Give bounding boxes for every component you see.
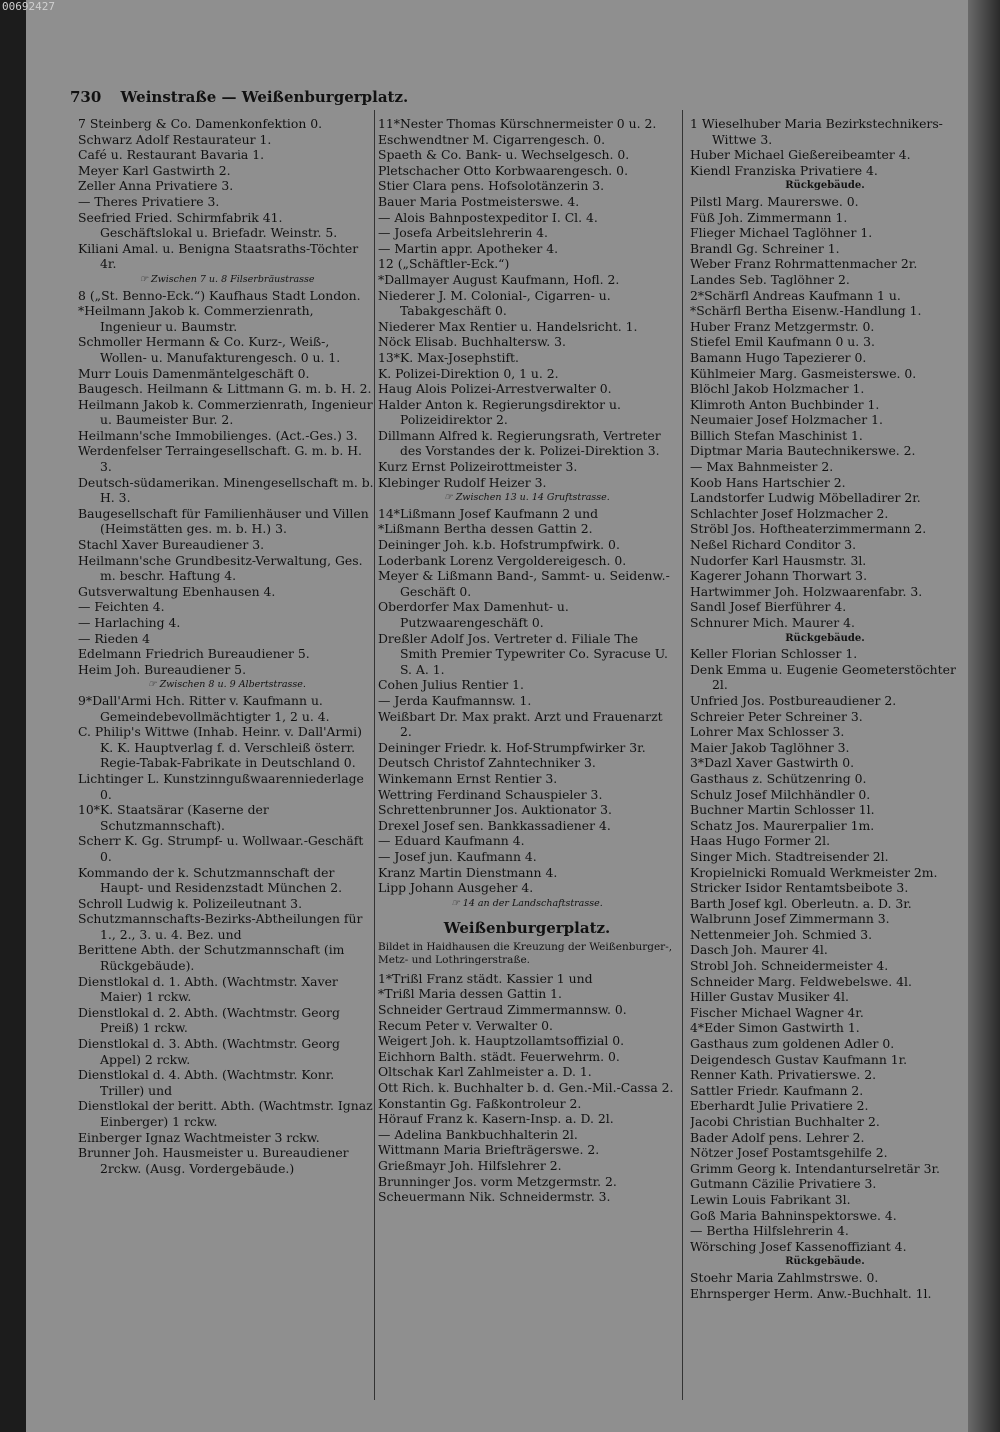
directory-entry: Grießmayr Joh. Hilfslehrer 2. <box>378 1158 562 1173</box>
directory-entry: Koob Hans Hartschier 2. <box>690 474 846 490</box>
directory-entry: Haug Alois Polizei-Arrestverwalter 0. <box>378 381 612 397</box>
directory-entry: Nudorfer Karl Hausmstr. 3l. <box>690 552 867 568</box>
directory-entry: Renner Kath. Privatierswe. 2. <box>690 1067 877 1083</box>
column-1 <box>78 116 376 1176</box>
directory-entry: Oltschak Karl Zahlmeister a. D. 1. <box>378 1064 592 1080</box>
subheading: Rückgebäude. <box>785 180 865 192</box>
directory-entry: Schutzmannschafts-Bezirks-Abtheilungen für 1., 2., 3. u. 4. Bez. und <box>78 911 363 942</box>
directory-entry: Werdenfelser Terraingesellschaft. G. m. b. H. 3. <box>78 443 362 475</box>
directory-entry: Schatz Jos. Maurerpalier 1m. <box>690 817 875 833</box>
directory-entry: 7 Steinberg & Co. Damenkonfektion 0. <box>78 116 323 131</box>
directory-entry: — Martin appr. Apotheker 4. <box>378 240 559 256</box>
directory-entry: — Feichten 4. <box>78 599 165 615</box>
directory-entry: — Josef jun. Kaufmann 4. <box>378 848 537 864</box>
section-entries <box>378 971 676 1205</box>
directory-entry: Schmoller Hermann & Co. Kurz-, Weiß-, Wollen- u. Manufakturengesch. 0 u. 1. <box>78 334 341 365</box>
directory-entry: Weigert Joh. k. Hauptzollamtsoffizial 0. <box>378 1033 625 1049</box>
directory-entry: 4*Eder Simon Gastwirth 1. <box>690 1020 860 1036</box>
directory-entry: Walbrunn Josef Zimmermann 3. <box>690 911 890 927</box>
directory-entry: Kurz Ernst Polizeirottmeister 3. <box>378 459 578 475</box>
directory-entry: Schwarz Adolf Restaurateur 1. <box>78 131 272 147</box>
column-2 <box>378 116 676 1205</box>
directory-entry: Meyer & Lißmann Band-, Sammt- u. Seidenw.-Geschäft 0. <box>378 568 670 599</box>
directory-entry: Scheuermann Nik. Schneidermstr. 3. <box>378 1189 611 1205</box>
directory-entry: Schnurer Mich. Maurer 4. <box>690 615 855 630</box>
directory-entry: Lewin Louis Fabrikant 3l. <box>690 1191 851 1207</box>
directory-entry: Deutsch Christof Zahntechniker 3. <box>378 755 596 771</box>
directory-entry: Dasch Joh. Maurer 4l. <box>690 942 828 958</box>
directory-entry: Billich Stefan Maschinist 1. <box>690 427 863 443</box>
directory-entry: Klimroth Anton Buchbinder 1. <box>690 396 880 412</box>
directory-entry: Kagerer Johann Thorwart 3. <box>690 568 868 584</box>
directory-entry: Schneider Gertraud Zimmermannsw. 0. <box>378 1002 627 1018</box>
directory-entry: Konstantin Gg. Faßkontroleur 2. <box>378 1095 582 1111</box>
directory-entry: Murr Louis Damenmäntelgeschäft 0. <box>78 365 310 381</box>
directory-entry: Neumaier Josef Holzmacher 1. <box>690 412 883 428</box>
directory-entry: Keller Florian Schlosser 1. <box>690 646 858 662</box>
directory-entry: Bauer Maria Postmeisterswe. 4. <box>378 193 580 209</box>
page-title: Weinstraße — Weißenburgerplatz. <box>120 88 409 106</box>
directory-entry: 10*K. Staatsärar (Kaserne der Schutzmannschaft). <box>78 802 269 833</box>
directory-entry: Hartwimmer Joh. Holzwaarenfabr. 3. <box>690 583 923 599</box>
directory-entry: Lichtinger L. Kunstzinngußwaarenniederlage 0. <box>78 770 364 802</box>
directory-entry: — Harlaching 4. <box>78 615 181 630</box>
directory-entry: Stiefel Emil Kaufmann 0 u. 3. <box>690 334 875 350</box>
directory-entry: Deininger Friedr. k. Hof-Strumpfwirker 3r. <box>378 739 646 755</box>
street-note: ☞ Zwischen 13 u. 14 Gruftstrasse. <box>444 492 610 504</box>
directory-entry: Stachl Xaver Bureaudiener 3. <box>78 537 265 553</box>
directory-entry: Winkemann Ernst Rentier 3. <box>378 770 558 786</box>
directory-entry: 2*Schärfl Andreas Kaufmann 1 u. <box>690 287 901 303</box>
directory-entry: — Eduard Kaufmann 4. <box>378 833 525 849</box>
directory-entry: Haas Hugo Former 2l. <box>690 833 831 849</box>
directory-entry: Füß Joh. Zimmermann 1. <box>690 209 848 225</box>
directory-entry: Dreßler Adolf Jos. Vertreter d. Filiale The Smith Premier Typewriter Co. Syracuse U. S. A. 1. <box>378 630 668 677</box>
directory-entry: *Lißmann Bertha dessen Gattin 2. <box>378 521 593 537</box>
scan-left-edge <box>0 0 26 1432</box>
directory-entry: Pletschacher Otto Korbwaarengesch. 0. <box>378 162 629 178</box>
directory-entry: Deininger Joh. k.b. Hofstrumpfwirk. 0. <box>378 537 620 553</box>
directory-entry: Spaeth & Co. Bank- u. Wechselgesch. 0. <box>378 147 630 163</box>
directory-entry: Eichhorn Balth. städt. Feuerwehrm. 0. <box>378 1048 620 1064</box>
directory-entry: Zeller Anna Privatiere 3. <box>78 178 234 194</box>
directory-entry: Bader Adolf pens. Lehrer 2. <box>690 1129 865 1145</box>
directory-entry: Schneider Marg. Feldwebelswe. 4l. <box>690 973 912 989</box>
directory-entry: Neßel Richard Conditor 3. <box>690 537 857 553</box>
directory-entry: Singer Mich. Stadtreisender 2l. <box>690 848 889 864</box>
directory-entry: — Adelina Bankbuchhalterin 2l. <box>378 1126 578 1142</box>
section-intro: Bildet in Haidhausen die Kreuzung der Weißenburger-, Metz- und Lothringerstraße. <box>378 940 673 966</box>
directory-entry: Goß Maria Bahninspektorswe. 4. <box>690 1207 897 1223</box>
directory-entry: Stoehr Maria Zahlmstrswe. 0. <box>690 1269 879 1285</box>
directory-entry: Ehrnsperger Herm. Anw.-Buchhalt. 1l. <box>690 1285 932 1301</box>
directory-entry: Brunner Joh. Hausmeister u. Bureaudiener 2rckw. (Ausg. Vordergebäude.) <box>78 1145 349 1176</box>
directory-entry: — Max Bahnmeister 2. <box>690 459 834 475</box>
directory-entry: — Bertha Hilfslehrerin 4. <box>690 1223 849 1239</box>
directory-entry: 1*Trißl Franz städt. Kassier 1 und <box>378 970 593 986</box>
directory-entry: *Schärfl Bertha Eisenw.-Handlung 1. <box>690 303 922 319</box>
directory-entry: Eberhardt Julie Privatiere 2. <box>690 1098 869 1114</box>
directory-entry: Sattler Friedr. Kaufmann 2. <box>690 1082 864 1098</box>
directory-entry: — Alois Bahnpostexpeditor I. Cl. 4. <box>378 209 598 225</box>
directory-entry: C. Philip's Wittwe (Inhab. Heinr. v. Dall'Armi) K. K. Hauptverlag f. d. Verschleiß österr. Regie-Tabak-Fabrikate in Deutschland 0. <box>78 724 362 771</box>
directory-entry: Gutsverwaltung Ebenhausen 4. <box>78 583 276 599</box>
directory-entry: Halder Anton k. Regierungsdirektor u. Polizeidirektor 2. <box>378 396 621 428</box>
directory-entry: Stricker Isidor Rentamtsbeibote 3. <box>690 880 909 896</box>
directory-entry: Weißbart Dr. Max prakt. Arzt und Frauenarzt 2. <box>378 708 663 740</box>
directory-entry: *Heilmann Jakob k. Commerzienrath, Ingenieur u. Baumstr. <box>78 303 314 334</box>
directory-entry: Heim Joh. Bureaudiener 5. <box>78 661 247 677</box>
directory-entry: Gasthaus zum goldenen Adler 0. <box>690 1036 895 1052</box>
directory-entry: Recum Peter v. Verwalter 0. <box>378 1017 553 1033</box>
directory-entry: Schreier Peter Schreiner 3. <box>690 708 863 724</box>
directory-entry: Dienstlokal der beritt. Abth. (Wachtmstr. Ignaz Einberger) 1 rckw. <box>78 1098 373 1129</box>
directory-entry: Eschwendtner M. Cigarrengesch. 0. <box>378 131 606 147</box>
directory-entry: — Jerda Kaufmannsw. 1. <box>378 692 532 708</box>
street-note: ☞ Zwischen 7 u. 8 Filserbräustrasse <box>139 273 315 285</box>
directory-entry: 12 („Schäftler-Eck.“) <box>378 256 510 272</box>
directory-entry: Ott Rich. k. Buchhalter b. d. Gen.-Mil.-Cassa 2. <box>378 1080 674 1096</box>
directory-entry: Oberdorfer Max Damenhut- u. Putzwaarengeschäft 0. <box>378 599 569 630</box>
directory-entry: Gutmann Cäzilie Privatiere 3. <box>690 1176 877 1192</box>
street-note: ☞ Zwischen 8 u. 9 Albertstrasse. <box>148 679 306 691</box>
directory-entry: 14*Lißmann Josef Kaufmann 2 und <box>378 505 599 521</box>
directory-entry: Schrettenbrunner Jos. Auktionator 3. <box>378 802 612 818</box>
directory-entry: Schroll Ludwig k. Polizeileutnant 3. <box>78 895 303 911</box>
directory-entry: Café u. Restaurant Bavaria 1. <box>78 147 265 163</box>
directory-entry: Einberger Ignaz Wachtmeister 3 rckw. <box>78 1129 320 1145</box>
directory-entry: Sandl Josef Bierführer 4. <box>690 599 847 615</box>
page-number: 730 <box>70 88 102 106</box>
directory-entry: 3*Dazl Xaver Gastwirth 0. <box>690 755 855 771</box>
directory-entry: Grimm Georg k. Intendanturselretär 3r. <box>690 1160 940 1176</box>
directory-entry: Strobl Joh. Schneidermeister 4. <box>690 958 889 974</box>
directory-entry: — Rieden 4 <box>78 630 151 646</box>
subheading: Rückgebäude. <box>785 1256 865 1268</box>
directory-entry: Niederer J. M. Colonial-, Cigarren- u. Tabakgeschäft 0. <box>378 287 611 319</box>
directory-entry: Lohrer Max Schlosser 3. <box>690 724 845 740</box>
directory-entry: Seefried Fried. Schirmfabrik 41. Geschäftslokal u. Briefadr. Weinstr. 5. <box>78 209 338 241</box>
directory-entry: Weber Franz Rohrmattenmacher 2r. <box>690 256 918 272</box>
directory-entry: Buchner Martin Schlosser 1l. <box>690 802 875 818</box>
directory-entry: Heilmann'sche Immobilienges. (Act.-Ges.) 3. <box>78 427 358 443</box>
directory-entry: Maier Jakob Taglöhner 3. <box>690 739 850 755</box>
directory-entry: Kommando der k. Schutzmannschaft der Haupt- und Residenzstadt München 2. <box>78 864 343 896</box>
directory-entry: Loderbank Lorenz Vergoldereigesch. 0. <box>378 552 627 568</box>
directory-entry: Niederer Max Rentier u. Handelsricht. 1. <box>378 318 638 334</box>
directory-entry: Deutsch-südamerikan. Minengesellschaft m. b. H. 3. <box>78 474 374 506</box>
directory-entry: Barth Josef kgl. Oberleutn. a. D. 3r. <box>690 895 912 911</box>
directory-entry: Wittmann Maria Briefträgerswe. 2. <box>378 1142 600 1158</box>
directory-entry: Huber Franz Metzgermstr. 0. <box>690 318 875 334</box>
directory-entry: 9*Dall'Armi Hch. Ritter v. Kaufmann u. Gemeindebevollmächtigter 1, 2 u. 4. <box>78 692 330 724</box>
directory-entry: 1 Wieselhuber Maria Bezirkstechnikers-Wittwe 3. <box>690 116 943 147</box>
directory-entry: Kiliani Amal. u. Benigna Staatsraths-Töchter 4r. <box>78 240 359 272</box>
section-title: Weißenburgerplatz. <box>443 919 611 938</box>
directory-entry: Kiendl Franziska Privatiere 4. <box>690 162 878 178</box>
directory-entry: Schulz Josef Milchhändler 0. <box>690 786 871 802</box>
directory-entry: Stier Clara pens. Hofsolotänzerin 3. <box>378 178 605 194</box>
directory-entry: Nöck Elisab. Buchhaltersw. 3. <box>378 334 566 350</box>
directory-entry: Baugesch. Heilmann & Littmann G. m. b. H. 2. <box>78 381 372 397</box>
directory-entry: 13*K. Max-Josephstift. <box>378 349 519 365</box>
directory-entry: Dienstlokal d. 3. Abth. (Wachtmstr. Georg Appel) 2 rckw. <box>78 1036 340 1067</box>
directory-entry: — Josefa Arbeitslehrerin 4. <box>378 225 548 241</box>
directory-entry: Dienstlokal d. 1. Abth. (Wachtmstr. Xaver Maier) 1 rckw. <box>78 973 338 1005</box>
directory-entry: Hiller Gustav Musiker 4l. <box>690 989 849 1005</box>
column-divider <box>682 110 683 1400</box>
directory-entry: — Theres Privatiere 3. <box>78 193 220 209</box>
directory-entry: Deigendesch Gustav Kaufmann 1r. <box>690 1051 908 1067</box>
page-header <box>70 88 408 106</box>
column-3 <box>690 116 960 1301</box>
directory-entry: Pilstl Marg. Maurerswe. 0. <box>690 193 859 209</box>
directory-entry: Dienstlokal d. 4. Abth. (Wachtmstr. Konr. Triller) und <box>78 1067 335 1098</box>
directory-entry: Fischer Michael Wagner 4r. <box>690 1004 864 1020</box>
directory-entry: Denk Emma u. Eugenie Geometerstöchter 2l. <box>690 661 956 693</box>
directory-entry: Lipp Johann Ausgeher 4. <box>378 880 534 896</box>
directory-entry: Landes Seb. Taglöhner 2. <box>690 271 850 287</box>
directory-entry: K. Polizei-Direktion 0, 1 u. 2. <box>378 365 559 381</box>
directory-entry: 8 („St. Benno-Eck.“) Kaufhaus Stadt London. <box>78 287 361 303</box>
directory-entry: Brandl Gg. Schreiner 1. <box>690 240 840 256</box>
directory-entry: 11*Nester Thomas Kürschnermeister 0 u. 2. <box>378 116 657 131</box>
directory-entry: Wörsching Josef Kassenoffiziant 4. <box>690 1238 907 1254</box>
directory-entry: Flieger Michael Taglöhner 1. <box>690 225 873 241</box>
directory-entry: Unfried Jos. Postbureaudiener 2. <box>690 692 897 708</box>
directory-entry: Nötzer Josef Postamtsgehilfe 2. <box>690 1145 888 1161</box>
directory-entry: Heilmann Jakob k. Commerzienrath, Ingenieur u. Baumeister Bur. 2. <box>78 396 373 428</box>
directory-entry: Meyer Karl Gastwirth 2. <box>78 162 231 178</box>
directory-entry: Ströbl Jos. Hoftheaterzimmermann 2. <box>690 521 927 537</box>
scan-right-edge <box>968 0 1000 1432</box>
directory-entry: Schlachter Josef Holzmacher 2. <box>690 505 889 521</box>
directory-entry: *Trißl Maria dessen Gattin 1. <box>378 986 562 1002</box>
directory-entry: Heilmann'sche Grundbesitz-Verwaltung, Ges. m. beschr. Haftung 4. <box>78 552 363 584</box>
directory-entry: Drexel Josef sen. Bankkassadiener 4. <box>378 817 611 833</box>
directory-entry: Kropielnicki Romuald Werkmeister 2m. <box>690 864 938 880</box>
directory-entry: Diptmar Maria Bautechnikerswe. 2. <box>690 443 916 459</box>
directory-entry: Edelmann Friedrich Bureaudiener 5. <box>78 646 310 662</box>
directory-entry: Bamann Hugo Tapezierer 0. <box>690 349 867 365</box>
directory-entry: Klebinger Rudolf Heizer 3. <box>378 474 547 490</box>
directory-entry: Huber Michael Gießereibeamter 4. <box>690 147 911 163</box>
directory-entry: Kühlmeier Marg. Gasmeisterswe. 0. <box>690 365 917 381</box>
directory-entry: Jacobi Christian Buchhalter 2. <box>690 1114 880 1129</box>
column-2-entries <box>378 116 676 911</box>
directory-entry: Cohen Julius Rentier 1. <box>378 677 524 693</box>
directory-entry: Kranz Martin Dienstmann 4. <box>378 864 558 880</box>
directory-entry: Baugesellschaft für Familienhäuser und Villen (Heimstätten ges. m. b. H.) 3. <box>78 505 369 537</box>
directory-entry: Hörauf Franz k. Kasern-Insp. a. D. 2l. <box>378 1111 614 1127</box>
directory-entry: Dienstlokal d. 2. Abth. (Wachtmstr. Georg Preiß) 1 rckw. <box>78 1004 340 1036</box>
directory-entry: Brunninger Jos. vorm Metzgermstr. 2. <box>378 1173 617 1189</box>
directory-entry: Nettenmeier Joh. Schmied 3. <box>690 926 873 942</box>
scan-id: 00692427 <box>2 0 55 13</box>
directory-entry: Blöchl Jakob Holzmacher 1. <box>690 381 865 397</box>
directory-entry: *Dallmayer August Kaufmann, Hofl. 2. <box>378 271 620 287</box>
subheading: Rückgebäude. <box>785 632 865 644</box>
street-note: ☞ 14 an der Landschaftstrasse. <box>451 897 603 909</box>
directory-entry: Gasthaus z. Schützenring 0. <box>690 770 867 786</box>
directory-entry: Dillmann Alfred k. Regierungsrath, Vertreter des Vorstandes der k. Polizei-Direktion 3. <box>378 427 661 459</box>
directory-entry: Scherr K. Gg. Strumpf- u. Wollwaar.-Geschäft 0. <box>78 833 364 864</box>
directory-entry: Wettring Ferdinand Schauspieler 3. <box>378 786 603 802</box>
directory-entry: Landstorfer Ludwig Möbelladirer 2r. <box>690 490 921 506</box>
directory-entry: Berittene Abth. der Schutzmannschaft (im Rückgebäude). <box>78 942 345 974</box>
